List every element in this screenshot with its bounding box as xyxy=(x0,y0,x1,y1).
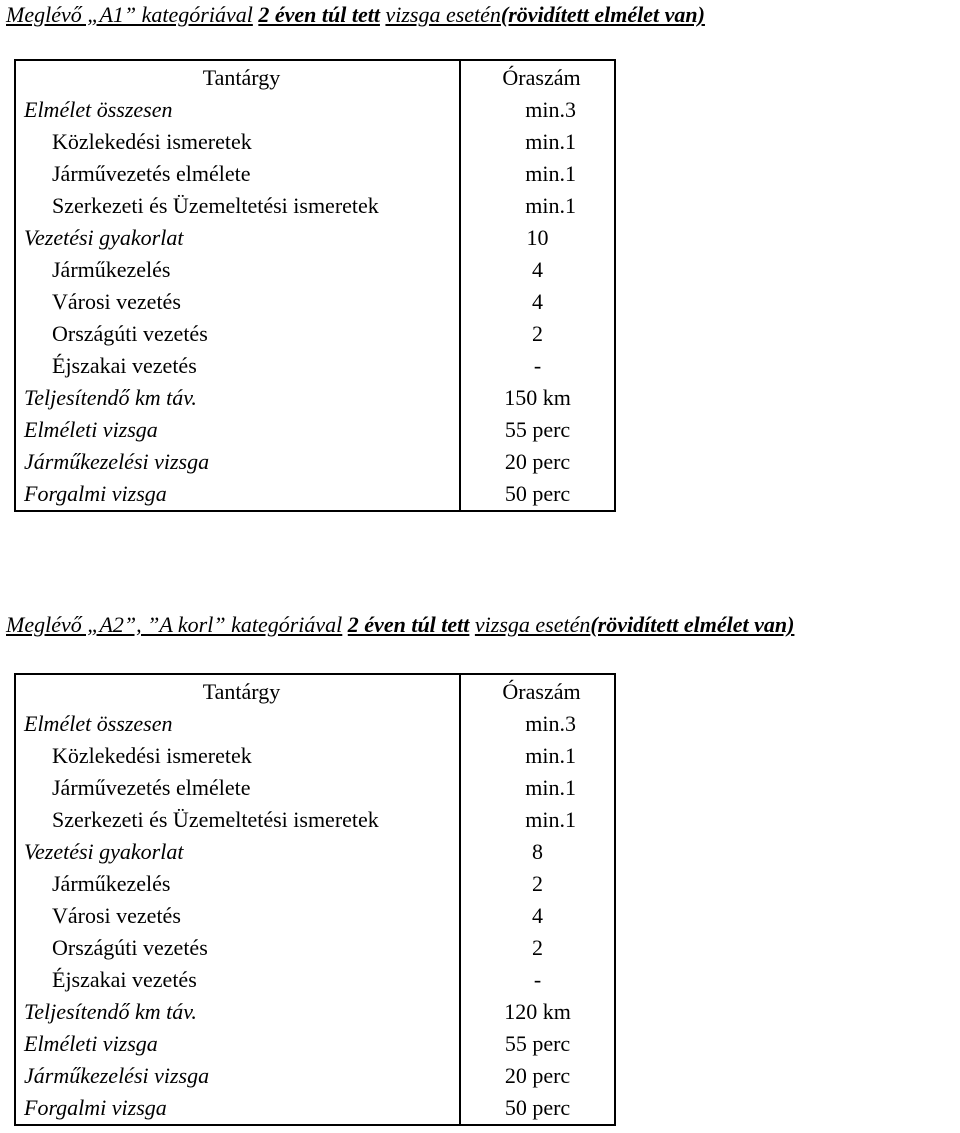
row-label: Járművezetés elmélete xyxy=(15,772,460,804)
table-row xyxy=(15,126,615,158)
row-value: 2 xyxy=(460,932,615,964)
table-header-row xyxy=(15,674,615,708)
row-value: min.1 xyxy=(460,740,615,772)
table-row xyxy=(15,158,615,190)
table-row xyxy=(15,900,615,932)
row-label: Közlekedési ismeretek xyxy=(15,126,460,158)
section2-table xyxy=(14,673,616,1126)
header-hours: Óraszám xyxy=(460,674,615,708)
row-value: 20 perc xyxy=(460,1060,615,1092)
row-value: min.3 xyxy=(460,94,615,126)
row-value: - xyxy=(460,964,615,996)
table-row xyxy=(15,254,615,286)
row-value: 2 xyxy=(460,318,615,350)
row-label: Járműkezelési vizsga xyxy=(15,1060,460,1092)
row-label: Elmélet összesen xyxy=(15,94,460,126)
row-value: 55 perc xyxy=(460,1028,615,1060)
row-label: Járműkezelési vizsga xyxy=(15,446,460,478)
table-header-row xyxy=(15,60,615,94)
table-row xyxy=(15,996,615,1028)
row-value: min.1 xyxy=(460,190,615,222)
row-value: 4 xyxy=(460,286,615,318)
row-value: 150 km xyxy=(460,382,615,414)
row-value: 4 xyxy=(460,254,615,286)
table-row xyxy=(15,222,615,254)
row-label: Éjszakai vezetés xyxy=(15,964,460,996)
table-row xyxy=(15,190,615,222)
table-row xyxy=(15,740,615,772)
table-row xyxy=(15,964,615,996)
table-row xyxy=(15,350,615,382)
section1-heading-bold: 2 éven túl tett xyxy=(258,2,380,27)
row-value: 10 xyxy=(460,222,615,254)
section2-heading-prefix: Meglévő „A2”, ”A korl” kategóriával xyxy=(6,612,343,637)
section1-heading-prefix: Meglévő „A1” kategóriával xyxy=(6,2,253,27)
row-label: Országúti vezetés xyxy=(15,318,460,350)
row-value: 8 xyxy=(460,836,615,868)
section1-heading-suffix: vizsga esetén xyxy=(385,2,501,27)
row-value: 50 perc xyxy=(460,478,615,511)
header-subject: Tantárgy xyxy=(15,60,460,94)
section2-heading-bold: 2 éven túl tett xyxy=(347,612,470,637)
table-row xyxy=(15,286,615,318)
table-row xyxy=(15,478,615,511)
row-label: Teljesítendő km táv. xyxy=(15,382,460,414)
row-label: Járműkezelés xyxy=(15,868,460,900)
section1-heading-bold2: (rövidített elmélet van) xyxy=(500,2,705,27)
section1-heading xyxy=(6,2,705,28)
table-row xyxy=(15,836,615,868)
row-value: min.1 xyxy=(460,804,615,836)
table-row xyxy=(15,708,615,740)
row-label: Elméleti vizsga xyxy=(15,1028,460,1060)
row-value: 4 xyxy=(460,900,615,932)
row-value: min.3 xyxy=(460,708,615,740)
row-value: 50 perc xyxy=(460,1092,615,1125)
row-label: Forgalmi vizsga xyxy=(15,1092,460,1125)
row-label: Járműkezelés xyxy=(15,254,460,286)
row-label: Elméleti vizsga xyxy=(15,414,460,446)
table-row xyxy=(15,868,615,900)
table-row xyxy=(15,414,615,446)
table-row xyxy=(15,94,615,126)
table-row xyxy=(15,932,615,964)
table-row xyxy=(15,446,615,478)
table-row xyxy=(15,1060,615,1092)
row-value: 55 perc xyxy=(460,414,615,446)
header-hours: Óraszám xyxy=(460,60,615,94)
row-label: Városi vezetés xyxy=(15,286,460,318)
row-label: Vezetési gyakorlat xyxy=(15,222,460,254)
table-row xyxy=(15,804,615,836)
row-label: Szerkezeti és Üzemeltetési ismeretek xyxy=(15,190,460,222)
table-row xyxy=(15,1092,615,1125)
table-row xyxy=(15,318,615,350)
row-label: Éjszakai vezetés xyxy=(15,350,460,382)
table-row xyxy=(15,772,615,804)
section2-heading-bold2: (rövidített elmélet van) xyxy=(590,612,795,637)
row-value: min.1 xyxy=(460,126,615,158)
row-label: Országúti vezetés xyxy=(15,932,460,964)
table-row xyxy=(15,1028,615,1060)
row-label: Szerkezeti és Üzemeltetési ismeretek xyxy=(15,804,460,836)
section2-heading-suffix: vizsga esetén xyxy=(474,612,591,637)
row-value: 2 xyxy=(460,868,615,900)
row-label: Elmélet összesen xyxy=(15,708,460,740)
row-label: Városi vezetés xyxy=(15,900,460,932)
row-label: Teljesítendő km táv. xyxy=(15,996,460,1028)
row-label: Közlekedési ismeretek xyxy=(15,740,460,772)
row-value: 120 km xyxy=(460,996,615,1028)
row-value: min.1 xyxy=(460,158,615,190)
row-value: 20 perc xyxy=(460,446,615,478)
row-value: min.1 xyxy=(460,772,615,804)
section1-table xyxy=(14,59,616,512)
row-label: Járművezetés elmélete xyxy=(15,158,460,190)
row-value: - xyxy=(460,350,615,382)
header-subject: Tantárgy xyxy=(15,674,460,708)
row-label: Vezetési gyakorlat xyxy=(15,836,460,868)
section2-heading xyxy=(6,612,794,638)
table-row xyxy=(15,382,615,414)
row-label: Forgalmi vizsga xyxy=(15,478,460,511)
